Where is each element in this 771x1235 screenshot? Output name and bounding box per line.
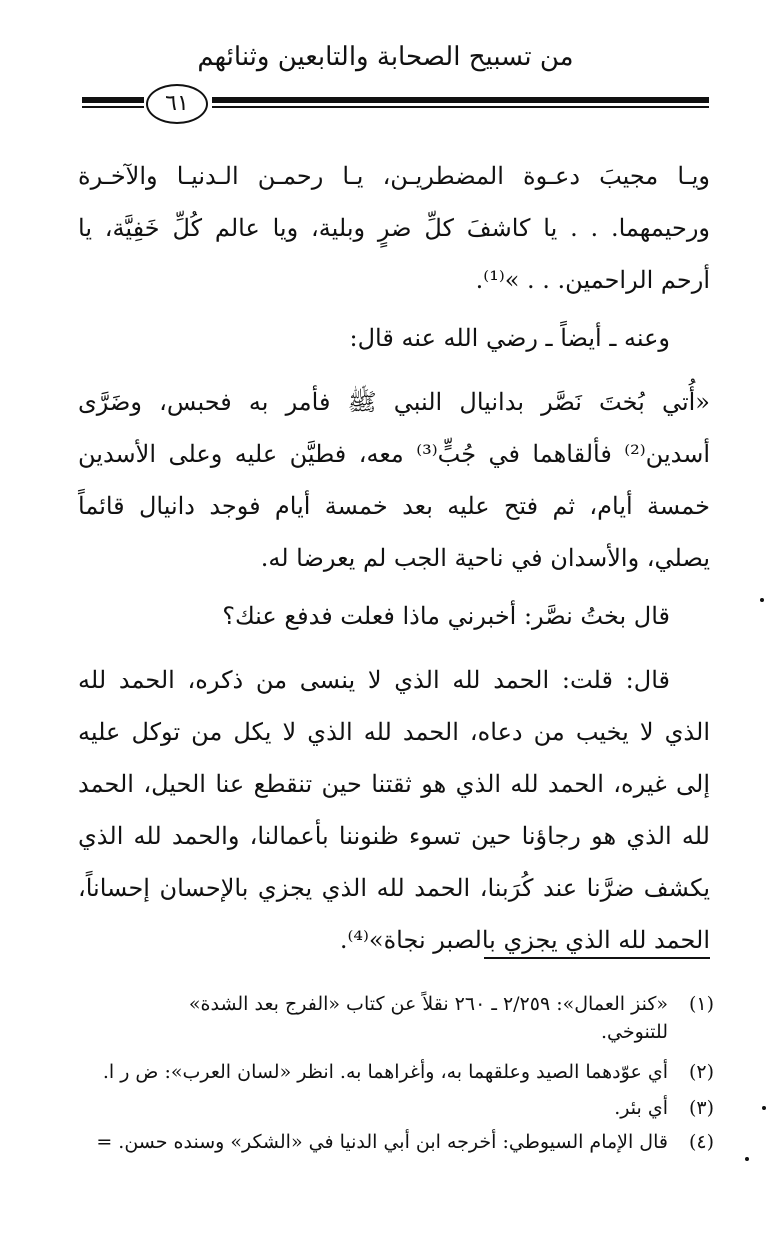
margin-mark (762, 1106, 766, 1110)
footnote-number: (٢) (688, 1061, 714, 1083)
paragraph-line: لله الذي هو رجاؤنا حين تسوء ظنوننا بأعمالنا، والحمد لله الذي (78, 822, 710, 850)
paragraph-line: «أُتي بُختَ نَصَّر بدانيال النبي ﷺ فأمر به فحبس، وضَرَّى (78, 388, 710, 416)
paragraph-line: ويـا مجيبَ دعـوة المضطريـن، يـا رحمـن الـدنيـا والآخـرة (78, 162, 710, 190)
footnote-text: أي بئر. (614, 1097, 668, 1119)
paragraph-line: أرحم الراحمين. . . »⁽¹⁾. (475, 266, 710, 294)
footnote-text: «كنز العمال»: ٢/٢٥٩ ـ ٢٦٠ نقلاً عن كتاب «الفرج بعد الشدة» (188, 993, 668, 1015)
paragraph-line: خمسة أيام، ثم فتح عليه بعد خمسة أيام فوجد دانيال قائماً (78, 492, 710, 520)
header-rule-right-thin (212, 106, 709, 108)
paragraph-line: الذي لا يخيب من دعاه، الحمد لله الذي لا يكل من توكل عليه (78, 718, 710, 746)
paragraph-5 (78, 654, 710, 966)
margin-mark (745, 1157, 749, 1161)
paragraph-line: إلى غيره، الحمد لله الذي هو ثقتنا حين تنقطع عنا الحيل، الحمد (78, 770, 710, 798)
footnote-number: (١) (688, 993, 714, 1015)
margin-mark (760, 598, 764, 602)
paragraph-line: قال بختُ نصَّر: أخبرني ماذا فعلت فدفع عنك؟ (222, 602, 670, 630)
paragraph-line: وعنه ـ أيضاً ـ رضي الله عنه قال: (349, 324, 670, 352)
header-rule-left-thin (82, 106, 144, 108)
footnote-1 (78, 990, 714, 1046)
page-number: ٦١ (146, 84, 208, 124)
footnote-3 (78, 1094, 714, 1122)
paragraph-line: يكشف ضرَّنا عند كُرَبنا، الحمد لله الذي يجزي بالإحسان إحساناً، (78, 874, 710, 902)
footnote-text: للتنوخي. (601, 1021, 668, 1043)
paragraph-4 (78, 590, 710, 642)
paragraph-line: قال: قلت: الحمد لله الذي لا ينسى من ذكره، الحمد لله (78, 666, 670, 694)
footnote-4 (78, 1128, 714, 1156)
running-header-title: من تسبيح الصحابة والتابعين وثنائهم (197, 42, 574, 72)
paragraph-1 (78, 150, 710, 306)
footnote-separator (484, 957, 710, 959)
header-rule-left (82, 97, 144, 103)
footnote-text: قال الإمام السيوطي: أخرجه ابن أبي الدنيا في «الشكر» وسنده حسن. = (96, 1131, 668, 1153)
paragraph-line: أسدين⁽²⁾ فألقاهما في جُبٍّ⁽³⁾ معه، فطيَّن عليه وعلى الأسدين (78, 440, 710, 468)
footnote-number: (٤) (688, 1131, 714, 1153)
paragraph-3 (78, 376, 710, 584)
paragraph-2 (78, 312, 710, 364)
header-rule-right (212, 97, 709, 103)
paragraph-line: ورحيمهما. . . يا كاشفَ كلِّ ضرٍ وبلية، ويا عالم كُلِّ خَفِيَّة، يا (78, 214, 710, 242)
paragraph-line: الحمد لله الذي يجزي بالصبر نجاة»⁽⁴⁾. (339, 926, 710, 954)
footnote-text: أي عوّدهما الصيد وعلقهما به، وأغراهما به. انظر «لسان العرب»: ض ر ا. (102, 1061, 668, 1083)
footnote-number: (٣) (688, 1097, 714, 1119)
footnote-2 (78, 1058, 714, 1086)
paragraph-line: يصلي، والأسدان في ناحية الجب لم يعرضا له. (260, 544, 710, 572)
